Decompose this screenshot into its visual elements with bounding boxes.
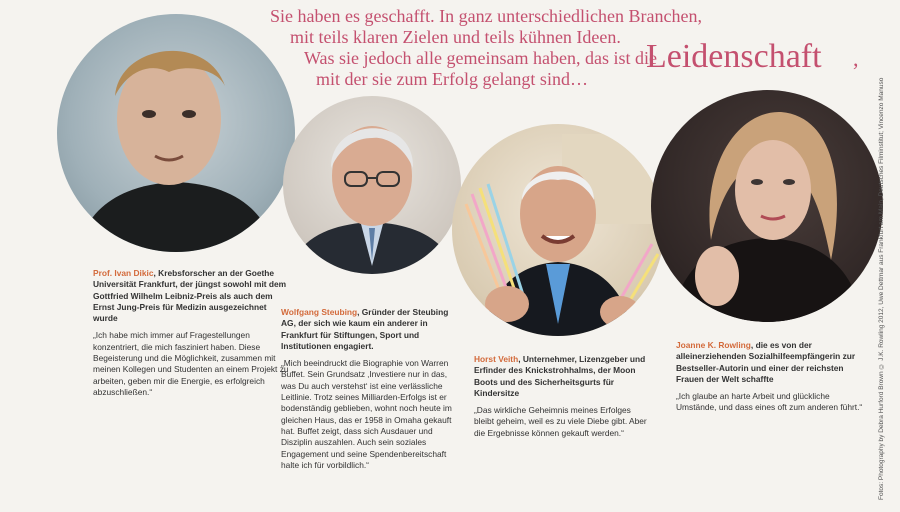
person-name: Joanne K. Rowling — [676, 340, 751, 350]
person-text-horst-veith — [474, 354, 652, 439]
person-quote: „Das wirkliche Geheimnis meines Erfolges bleibt geheim, weil es zu viele Diebe gibt. Aber die Ergebnisse können gekauft werden.“ — [474, 405, 647, 438]
portrait-joanne-rowling — [651, 90, 883, 322]
headline-line-2: mit teils klaren Zielen und teils kühnen Ideen. — [290, 27, 621, 47]
person-description: , Unternehmer, Lizenzgeber und Erfinder des Knickstrohhalms, der Moon Boots und des Sicherheitsgurts für Kindersitze — [474, 354, 646, 398]
person-name: Horst Veith — [474, 354, 519, 364]
person-description: , Gründer der Steubing AG, der sich wie kaum ein anderer in Frankfurt für Stiftungen, Sport und Institutionen engagiert. — [281, 307, 449, 351]
person-silhouette-icon — [283, 96, 461, 274]
person-description: , die es von der alleinerziehenden Sozialhilfeempfängerin zur Bestseller-Autorin und einer der reichsten Frauen der Welt schaffte — [676, 340, 856, 384]
photo-credit: Fotos: Photography by Debra Hurford Brown © J.K. Rowling 2012, Uwe Dettmar aus Frankfurt am Main, Deutsches Filminstitut; Vincenzo Manuso — [878, 77, 885, 500]
person-quote: „Ich glaube an harte Arbeit und glückliche Umstände, und dass eines oft zum anderen führt.“ — [676, 391, 863, 413]
person-name: Prof. Ivan Dikic — [93, 268, 154, 278]
headline-keyword: Leidenschaft — [646, 38, 822, 75]
portrait-horst-veith — [452, 124, 664, 336]
person-quote: „Mich beeindruckt die Biographie von Warren Buffet. Sein Grundsatz ‚Investiere nur in das, was Du auch verstehst‘ ist eine verlässliche Leitlinie. Trotz seines Milliarden-Erfolgs ist er bodenständig geblieben, wohnt noch heute im gleichen Haus, das er 1958 in Omaha gekauft hat. Buffet zeigt, dass sich Ausdauer und Disziplin auszahlen. Auch sein soziales Engagement und seine Spendenbereitschaft halte ich für vorbildlich.“ — [281, 358, 452, 470]
person-intro — [281, 307, 461, 352]
person-silhouette-icon — [57, 14, 295, 252]
person-description: , Krebsforscher an der Goethe Universität Frankfurt, der jüngst sowohl mit dem Gottfried Wilhelm Leibniz-Preis als auch dem Ernst Jung-Preis für Medizin ausgezeichnet wurde — [93, 268, 287, 324]
headline — [270, 6, 880, 90]
person-quote: „Ich habe mich immer auf Fragestellungen konzentriert, die mich fasziniert haben. Diese Begeisterung und die Möglichkeit, zusammen mit meinen Kollegen und Studenten an einem Projekt zu arbeiten, geben mir die Energie, es erfolgreich abzuschließen.“ — [93, 330, 289, 397]
headline-line-1: Sie haben es geschafft. In ganz unterschiedlichen Branchen, — [270, 6, 702, 26]
person-text-wolfgang-steubing — [281, 307, 461, 471]
headline-line-4: mit der sie zum Erfolg gelangt sind… — [316, 69, 588, 89]
headline-comma: , — [853, 46, 859, 71]
portrait-wolfgang-steubing — [283, 96, 461, 274]
person-silhouette-icon — [651, 90, 883, 322]
person-intro — [93, 268, 293, 324]
portrait-ivan-dikic — [57, 14, 295, 252]
person-intro — [676, 340, 872, 385]
person-intro — [474, 354, 652, 399]
headline-line-3: Was sie jedoch alle gemeinsam haben, das ist die — [304, 48, 657, 68]
person-name: Wolfgang Steubing — [281, 307, 358, 317]
person-silhouette-icon — [452, 124, 664, 336]
person-text-ivan-dikic — [93, 268, 293, 398]
person-text-joanne-rowling — [676, 340, 872, 414]
